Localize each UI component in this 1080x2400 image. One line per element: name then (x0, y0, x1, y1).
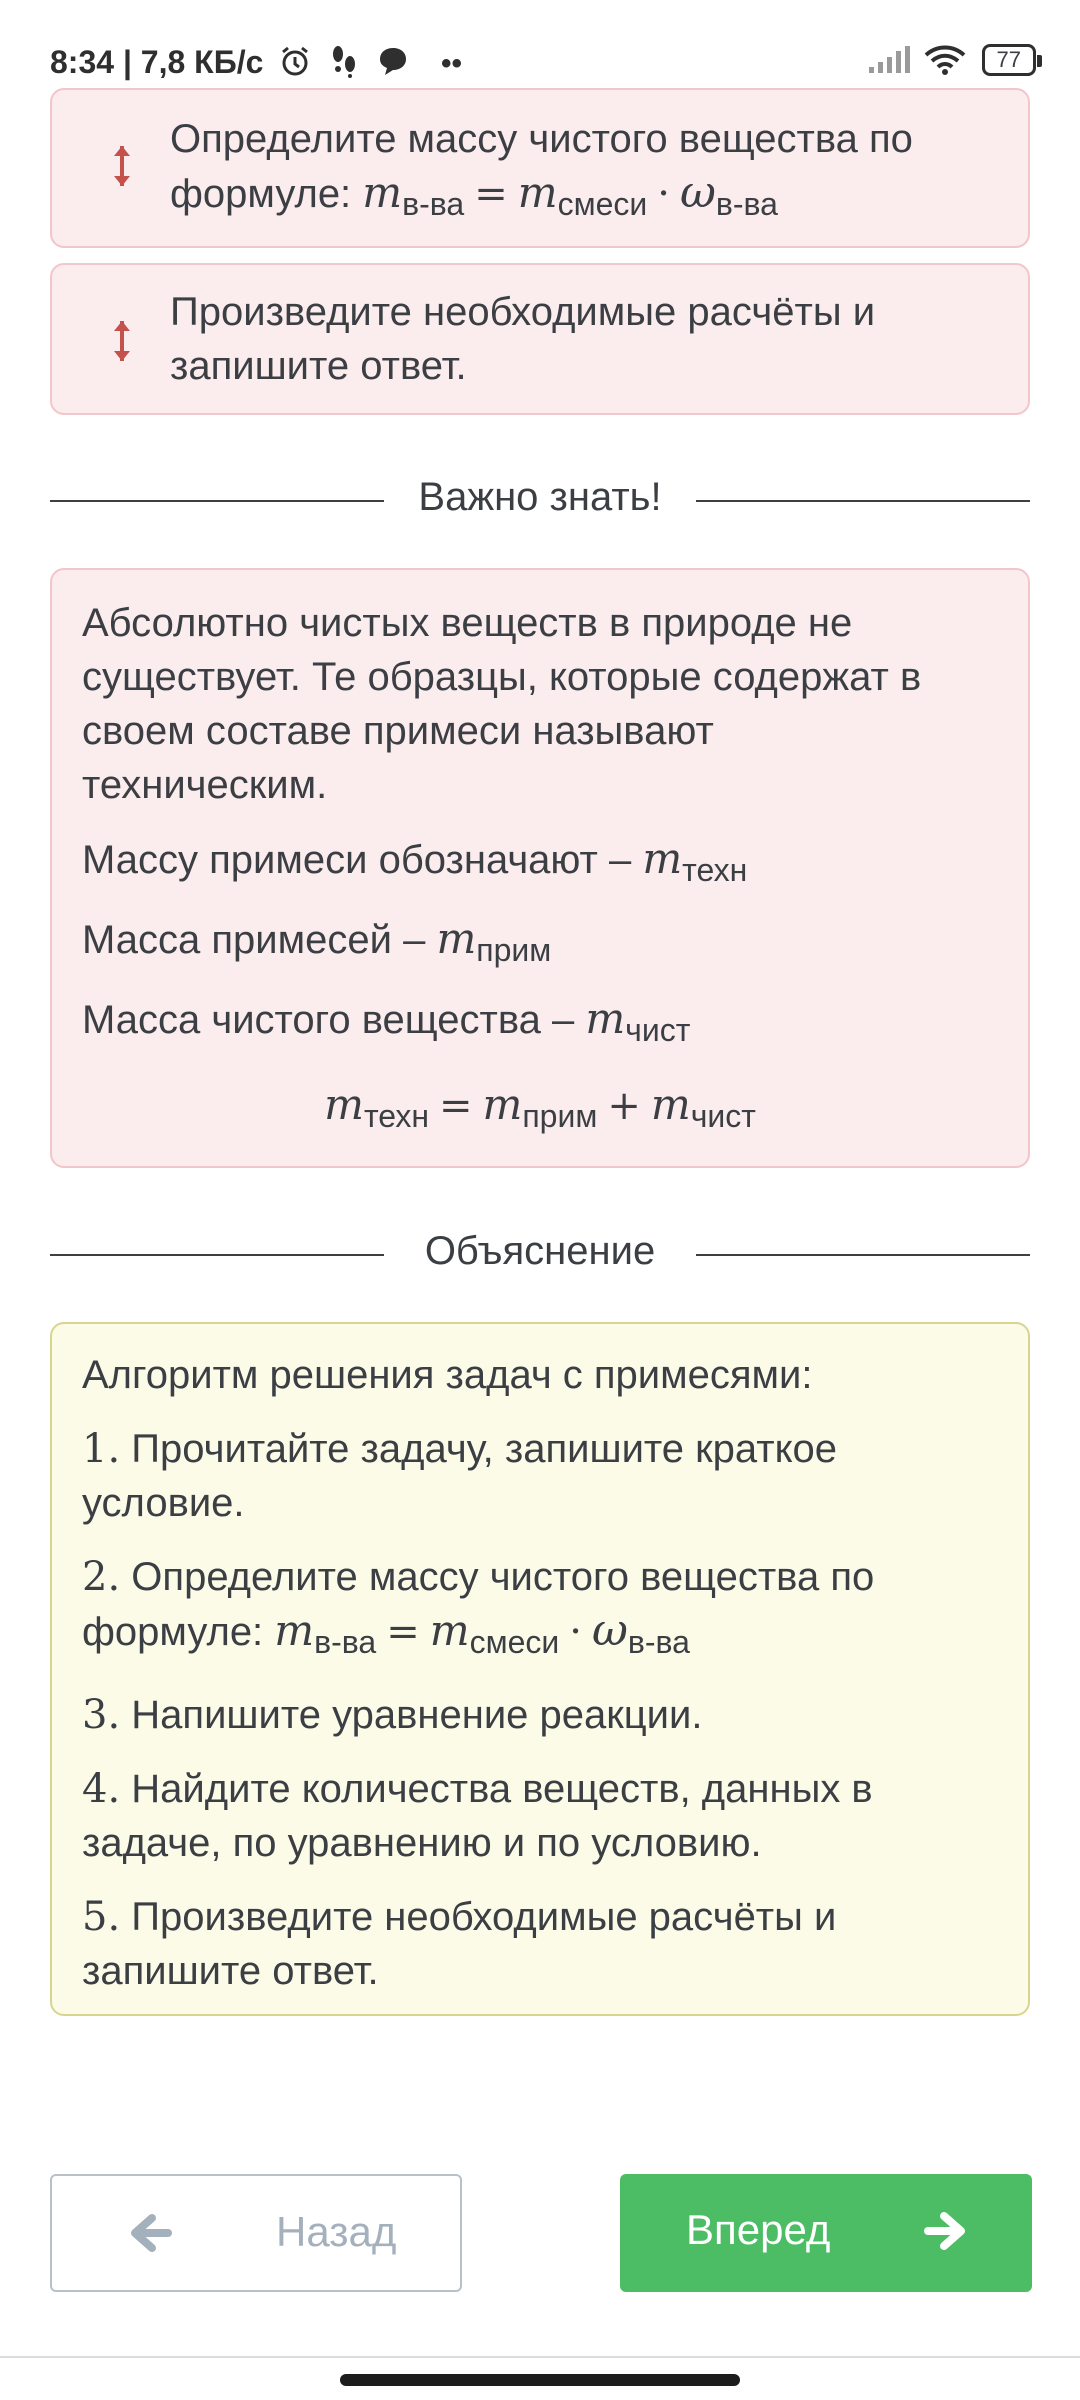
signal-icon (867, 45, 911, 75)
algorithm-heading: Алгоритм решения задач с примесями: (82, 1353, 813, 1397)
sortable-step-card[interactable] (50, 88, 1030, 248)
definition-pure-mass: Масса чистого вещества – $m_{чист}$ (82, 994, 691, 1048)
divider-line (50, 500, 384, 502)
formula-pure-mass: $m_{в-ва} = m_{смеси} \cdot \omega_{в-ва}$ (274, 1605, 690, 1660)
step-text: Определите массу чистого вещества по формуле: $m_{в-ва} = m_{смеси} \cdot \omega_{в-ва}$ (170, 117, 913, 222)
algorithm-step: 4. Найдите количества веществ, данных в задаче, по уравнению и по условию. (82, 1766, 873, 1865)
home-indicator[interactable] (340, 2374, 740, 2386)
sortable-step-card[interactable] (50, 263, 1030, 415)
back-label: Назад (276, 2208, 397, 2255)
important-info-box (50, 568, 1030, 1168)
footprints-icon (327, 44, 361, 78)
drag-handle-icon[interactable] (110, 317, 134, 365)
explanation-box (50, 1322, 1030, 2016)
definition-technical-mass: Массу примеси обозначают – $m_{техн}$ (82, 834, 748, 888)
step-text: Произведите необходимые расчёты и запишите ответ. (170, 290, 876, 388)
algorithm-step: 3. Напишите уравнение реакции. (82, 1692, 703, 1738)
explanation-title: Объяснение (424, 1229, 656, 1273)
forward-button[interactable] (620, 2174, 1032, 2292)
battery-icon (982, 44, 1036, 76)
alarm-icon (278, 44, 312, 78)
status-bar (0, 0, 1080, 100)
bottom-separator (0, 2356, 1080, 2358)
divider-line (696, 1254, 1030, 1256)
status-more: •• (440, 47, 462, 80)
algorithm-step: 2. Определите массу чистого вещества по формуле: $m_{в-ва} = m_{смеси} \cdot \omega_{в-ва}$ (82, 1554, 875, 1660)
definition-impurity-mass: Масса примесей – $m_{прим}$ (82, 914, 552, 968)
arrow-left-icon (128, 2210, 174, 2256)
status-right (867, 44, 1036, 76)
divider-line (696, 500, 1030, 502)
algorithm-step: 5. Произведите необходимые расчёты и запишите ответ. (82, 1894, 837, 1993)
battery-level: 77 (996, 47, 1021, 72)
forward-label: Вперед (686, 2206, 831, 2253)
status-left (50, 44, 462, 81)
wifi-icon (923, 44, 967, 76)
important-paragraph: Абсолютно чистых веществ в природе не существует. Те образцы, которые содержат в своем составе примеси называют техническим. (82, 601, 922, 807)
algorithm-step: 1. Прочитайте задачу, запишите краткое условие. (82, 1426, 838, 1525)
drag-handle-icon[interactable] (110, 142, 134, 190)
mass-equation: $m_{техн} = m_{прим} + m_{чист}$ (324, 1080, 756, 1134)
back-button[interactable] (50, 2174, 462, 2292)
divider-line (50, 1254, 384, 1256)
chat-bubble-icon (376, 44, 410, 78)
arrow-right-icon (922, 2208, 968, 2254)
important-title: Важно знать! (418, 475, 662, 519)
status-time-speed: 8:34 | 7,8 КБ/с (50, 44, 264, 80)
formula-pure-mass: $m_{в-ва} = m_{смеси} \cdot \omega_{в-ва}$ (362, 167, 778, 222)
